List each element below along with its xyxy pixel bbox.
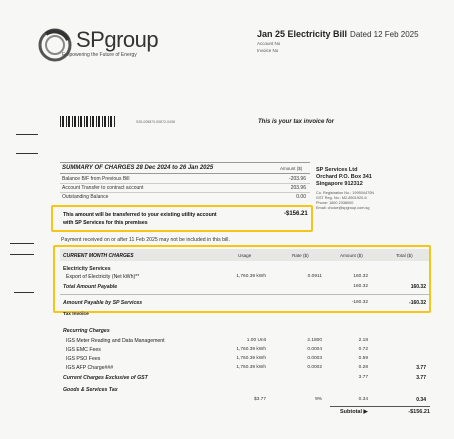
gst-rate: 9% [315, 397, 322, 402]
fold-mark [16, 153, 38, 154]
recurring-item-rate: 0.0004 [307, 347, 322, 352]
recurring-item-amount: 2.18 [358, 338, 368, 343]
email-address: Email: choice@spgroup.com.sg [316, 206, 370, 210]
recurring-item-rate: 0.0003 [307, 356, 322, 361]
charges-header: CURRENT MONTH CHARGES [63, 253, 134, 259]
excl-gst-total: 3.77 [416, 375, 426, 381]
export-usage: 1,760.39 kWh [236, 274, 266, 279]
total-amount-payable-total: 160.32 [410, 284, 426, 290]
sp-logo-icon [36, 26, 74, 64]
gst-label: Goods & Services Tax [63, 387, 118, 393]
recurring-item-amount: 0.59 [358, 356, 368, 361]
subtotal-value: -$156.21 [408, 409, 430, 415]
summary-line-value: -203.96 [289, 176, 306, 182]
tax-invoice-note: This is your tax invoice for [258, 119, 335, 125]
barcode-number: S25-005870-00872-0438 [136, 120, 175, 124]
bill-date: Dated 12 Feb 2025 [350, 30, 419, 39]
amount-payable-sp-total: -160.32 [409, 300, 426, 306]
excl-gst-amount: 3.77 [358, 375, 368, 380]
total-amount-payable-amount: 160.32 [353, 284, 368, 289]
usage-column-header: Usage [238, 253, 252, 258]
gst-usage: $3.77 [253, 397, 266, 402]
tagline: Empowering the Future of Energy [62, 52, 137, 58]
excl-gst-label: Current Charges Exclusive of GST [63, 375, 148, 381]
invoice-no-label: Invoice No [257, 48, 279, 53]
phone-number: Phone: 1800 2338000 [316, 201, 354, 205]
gst-reg-number: GST Reg. No.: M2-8501920-6 [316, 196, 367, 200]
export-amount: 160.32 [353, 274, 368, 279]
recurring-item-label: IGS EMC Fees [66, 347, 101, 353]
recurring-item-usage: 1,760.39 kWh [236, 365, 266, 370]
divider [330, 406, 430, 407]
divider [60, 173, 310, 174]
summary-amount-header: Amount ($) [280, 166, 303, 171]
total-column-header: Total ($) [396, 253, 413, 258]
co-reg-number: Co. Registration No.: 199504470N [316, 191, 375, 195]
payment-note: Payment received on or after 11 Feb 2025 may not be included in this bill. [61, 237, 230, 243]
export-label: Export of Electricity (Net kWh)** [66, 274, 140, 280]
summary-line-label: Outstanding Balance [62, 194, 109, 200]
recurring-item-rate: 0.0002 [307, 365, 322, 370]
gst-total: 0.34 [416, 397, 426, 403]
recurring-item-label: IGS PSO Fees [66, 356, 101, 362]
recurring-item-label: IGS Meter Reading and Data Management [66, 338, 165, 344]
account-no-label: Account No [257, 41, 281, 46]
gst-amount: 0.34 [358, 397, 368, 402]
recurring-item-rate: 2.1800 [307, 338, 322, 343]
summary-title: SUMMARY OF CHARGES 28 Dec 2024 to 26 Jan 2025 [62, 165, 214, 171]
amount-payable-sp-label: Amount Payable by SP Services [63, 300, 143, 306]
address-line2: Singapore 912312 [316, 181, 363, 187]
transfer-text-line: This amount will be transferred to your existing utility account [63, 212, 217, 218]
summary-line-label: Balance B/F from Previous Bill [62, 176, 130, 182]
amount-payable-sp-amount: -160.32 [351, 300, 368, 305]
recurring-charges-label: Recurring Charges [63, 328, 110, 334]
summary-line-value: 203.96 [290, 185, 306, 191]
bill-title-text: Jan 25 Electricity Bill [257, 29, 348, 39]
address-line1: Orchard P.O. Box 341 [316, 174, 372, 180]
divider [60, 192, 310, 193]
fold-mark [10, 243, 34, 244]
recurring-item-label: IGS AFP Charge### [66, 365, 114, 371]
divider [60, 183, 310, 184]
logo-text: SPgroup [76, 27, 159, 52]
bill-title [257, 29, 419, 39]
electricity-services-label: Electricity Services [63, 266, 111, 272]
transfer-text [63, 211, 217, 227]
amount-column-header: Amount ($) [340, 253, 363, 258]
summary-line-value: 0.00 [296, 194, 306, 200]
recurring-item-amount: 0.28 [358, 365, 368, 370]
summary-line-label: Account Transfer to contract account [62, 185, 144, 191]
recurring-item-total: 3.77 [416, 365, 426, 371]
divider [60, 162, 310, 163]
fold-mark [16, 134, 38, 135]
subtotal-label: Subtotal ▶ [340, 409, 368, 415]
fold-mark [14, 292, 34, 293]
total-amount-payable-label: Total Amount Payable [63, 284, 118, 290]
rate-column-header: Rate ($) [292, 253, 309, 258]
transfer-amount: -$156.21 [284, 211, 308, 217]
divider [60, 294, 430, 295]
tax-invoice-label: Tax Invoice [63, 312, 89, 317]
fold-mark [10, 254, 34, 255]
transfer-text-line: with SP Services for this premises [63, 220, 148, 226]
recurring-item-usage: 1,760.39 kWh [236, 356, 266, 361]
export-rate: 0.0911 [307, 274, 322, 279]
recurring-item-usage: 1.00 Unit [246, 338, 266, 343]
address-name: SP Services Ltd [316, 167, 358, 173]
recurring-item-amount: 0.72 [358, 347, 368, 352]
recurring-item-usage: 1,760.39 kWh [236, 347, 266, 352]
barcode-image [60, 116, 115, 127]
